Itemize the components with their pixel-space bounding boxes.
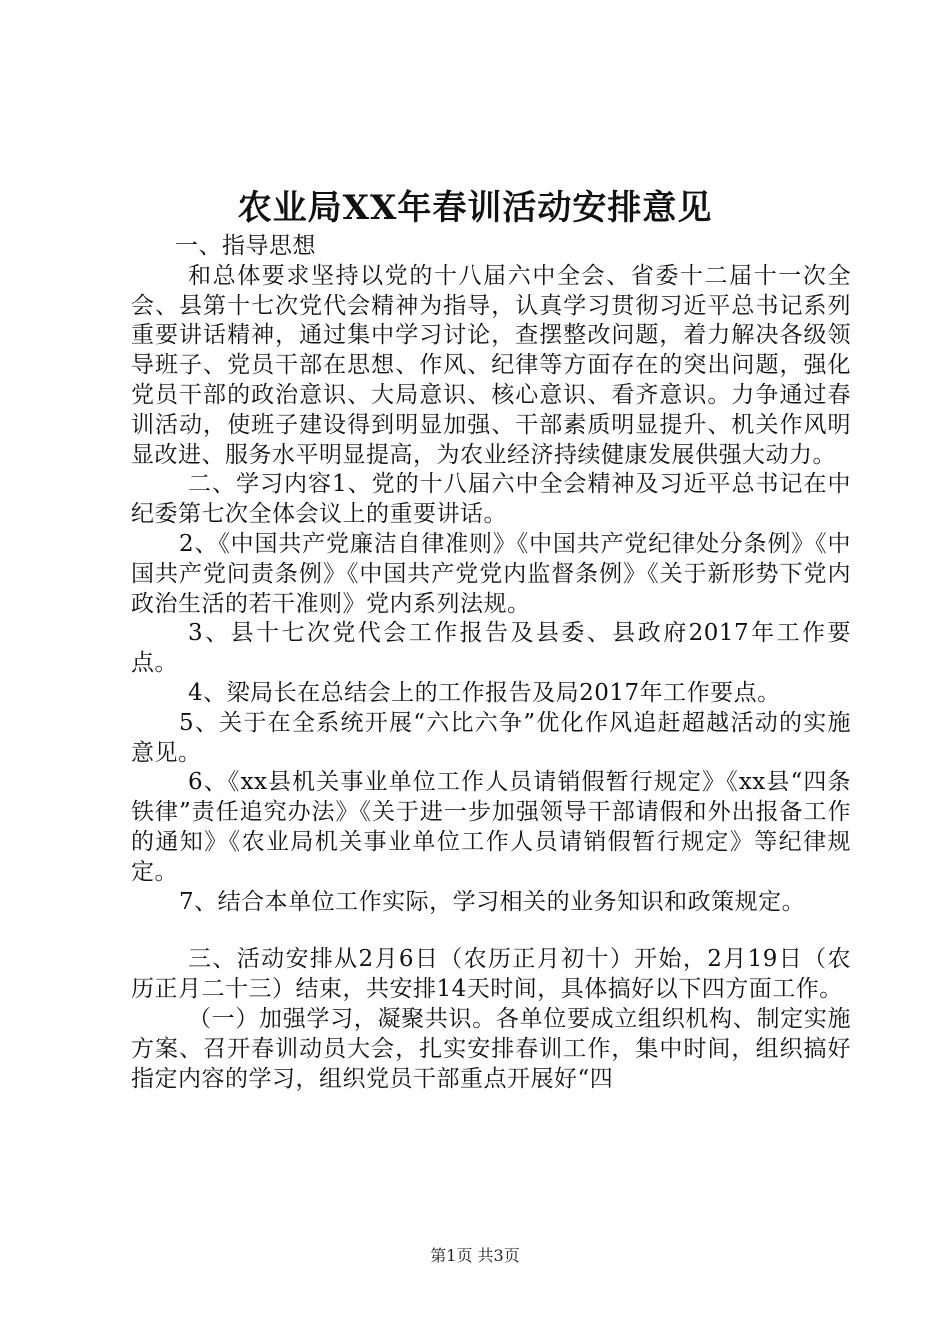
study-item-7: 7、结合本单位工作实际，学习相关的业务知识和政策规定。 bbox=[179, 888, 806, 915]
paragraph-general-requirements: 和总体要求坚持以党的十八届六中全会、省委十二届十一次全会、县第十七次党代会精神为指导，认真学习贯彻习近平总书记系列重要讲话精神，通过集中学习讨论，查摆整改问题，着力解决各级领导班子、党员干部在思想、作风、纪律等方面存在的突出问题，强化党员干部的政治意识、大局意识、核心意识、看齐意识。力争通过春训活动，使班子建设得到明显加强、干部素质明显提升、机关作风明显改进、服务水平明显提高，为农业经济持续健康发展供强大动力。 bbox=[131, 262, 851, 468]
document-title: 农业局XX年春训活动安排意见 bbox=[237, 188, 713, 228]
activity-item-1: （一）加强学习，凝聚共识。各单位要成立组织机构、制定实施方案、召开春训动员大会，扎实安排春训工作，集中时间，组织搞好指定内容的学习，组织党员干部重点开展好“四 bbox=[131, 1005, 851, 1092]
paragraph-spacer bbox=[131, 917, 851, 945]
study-item-3: 3、县十七次党代会工作报告及县委、县政府2017年工作要点。 bbox=[131, 620, 851, 677]
section-heading-activity-arrangement: 三、活动安排从2月6日（农历正月初十）开始，2月19日（农历正月二十三）结束，共安排14天时间，具体搞好以下四方面工作。 bbox=[131, 946, 851, 1003]
section-heading-guiding-ideology: 一、指导思想 bbox=[175, 233, 316, 259]
page-footer: 第1页 共3页 bbox=[430, 1246, 520, 1265]
study-item-5: 5、关于在全系统开展“六比六争”优化作风追赶超越活动的实施意见。 bbox=[131, 709, 851, 766]
study-item-4: 4、梁局长在总结会上的工作报告及局2017年工作要点。 bbox=[188, 679, 781, 706]
study-item-6: 6、《xx县机关事业单位工作人员请销假暂行规定》《xx县“四条铁律”责任追究办法》《关于进一步加强领导干部请假和外出报备工作的通知》《农业局机关事业单位工作人员请销假暂行规定》等纪律规定。 bbox=[131, 769, 851, 885]
document-body bbox=[131, 232, 851, 1094]
section-heading-study-content: 二、学习内容1、党的十八届六中全会精神及习近平总书记在中纪委第七次全体会议上的重要讲话。 bbox=[131, 471, 851, 528]
study-item-2: 2、《中国共产党廉洁自律准则》《中国共产党纪律处分条例》《中国共产党问责条例》《中国共产党党内监督条例》《关于新形势下党内政治生活的若干准则》党内系列法规。 bbox=[131, 530, 851, 617]
